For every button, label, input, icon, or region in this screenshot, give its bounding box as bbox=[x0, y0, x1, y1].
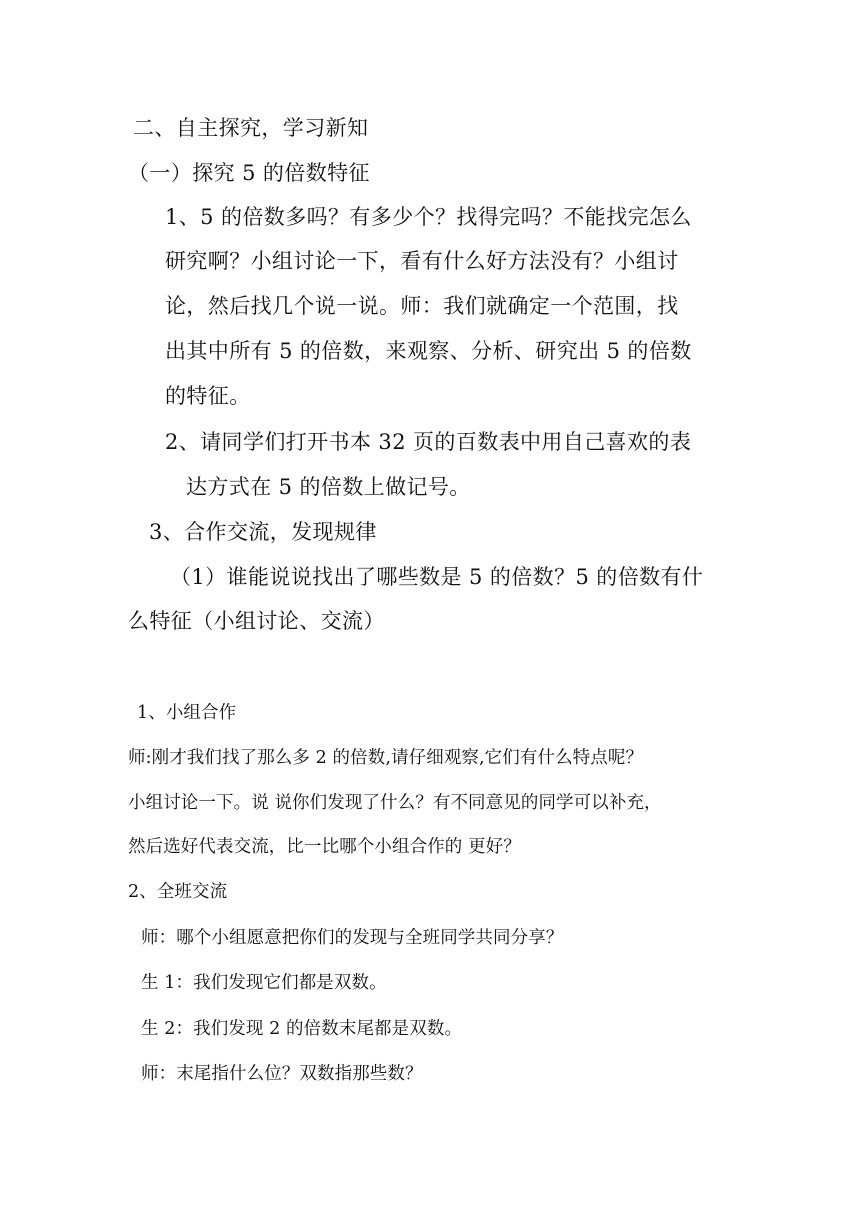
paragraph-line: 么特征（小组讨论、交流） bbox=[128, 609, 385, 633]
dialogue-line: 生 1：我们发现它们都是双数。 bbox=[141, 973, 387, 993]
section-heading: 二、自主探究，学习新知 bbox=[133, 116, 369, 140]
paragraph-line: 的特征。 bbox=[165, 384, 251, 408]
list-item-heading: 3、合作交流，发现规律 bbox=[149, 520, 377, 544]
paragraph-line: （1）谁能说说找出了哪些数是 5 的倍数？5 的倍数有什 bbox=[170, 565, 704, 589]
paragraph-line: 研究啊？小组讨论一下，看有什么好方法没有？小组讨 bbox=[165, 249, 679, 273]
paragraph-line: 出其中所有 5 的倍数，来观察、分析、研究出 5 的倍数 bbox=[165, 339, 692, 363]
paragraph-line: 小组讨论一下。说 说你们发现了什么？有不同意见的同学可以补充， bbox=[128, 793, 662, 813]
dialogue-line: 师：哪个小组愿意把你们的发现与全班同学共同分享？ bbox=[141, 928, 564, 948]
dialogue-line: 师：末尾指什么位？双数指那些数？ bbox=[141, 1064, 423, 1084]
paragraph-line: 达方式在 5 的倍数上做记号。 bbox=[186, 475, 471, 499]
section-heading: 2、全班交流 bbox=[128, 882, 228, 902]
paragraph-line: 论，然后找几个说一说。师：我们就确定一个范围，找 bbox=[165, 294, 679, 318]
paragraph-line: 2、请同学们打开书本 32 页的百数表中用自己喜欢的表 bbox=[165, 430, 692, 454]
paragraph-line: 师:刚才我们找了那么多 2 的倍数,请仔细观察,它们有什么特点呢？ bbox=[128, 748, 644, 768]
subsection-heading: （一）探究 5 的倍数特征 bbox=[128, 161, 370, 185]
section-heading: 1、小组合作 bbox=[137, 703, 237, 723]
dialogue-line: 生 2：我们发现 2 的倍数末尾都是双数。 bbox=[141, 1019, 463, 1039]
paragraph-line: 1、5 的倍数多吗？有多少个？找得完吗？不能找完怎么 bbox=[165, 205, 692, 229]
paragraph-line: 然后选好代表交流，比一比哪个小组合作的 更好？ bbox=[128, 837, 521, 857]
